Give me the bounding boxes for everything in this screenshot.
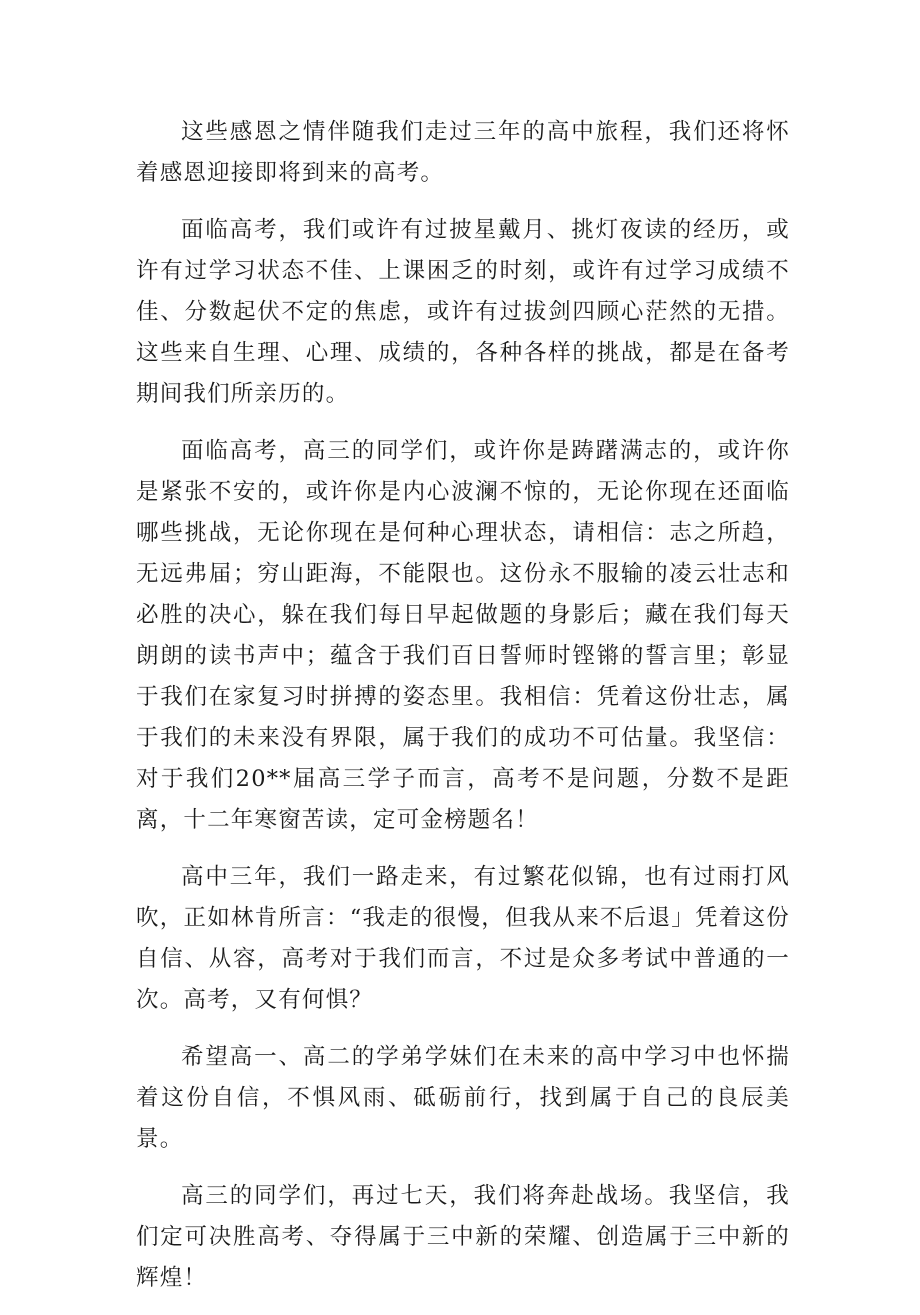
paragraph: 面临高考，我们或许有过披星戴月、挑灯夜读的经历，或许有过学习状态不佳、上课困乏的时刻，或许有过学习成绩不佳、分数起伏不定的焦虑，或许有过拔剑四顾心茫然的无措。这些来自生理、心理、成绩的，各种各样的挑战，都是在备考期间我们所亲历的。 [136, 217, 790, 407]
paragraph: 这些感恩之情伴随我们走过三年的高中旅程，我们还将怀着感恩迎接即将到来的高考。 [136, 119, 790, 186]
paragraph: 希望高一、高二的学弟学妹们在未来的高中学习中也怀揣着这份自信，不惧风雨、砥砺前行，找到属于自己的良辰美景。 [136, 1044, 790, 1152]
paragraph: 高中三年，我们一路走来，有过繁花似锦，也有过雨打风吹，正如林肯所言：“我走的很慢，但我从来不后退」凭着这份自信、从容，高考对于我们而言，不过是众多考试中普通的一次。高考，又有何惧？ [136, 864, 790, 1013]
paragraph: 面临高考，高三的同学们，或许你是踌躇满志的，或许你是紧张不安的，或许你是内心波澜不惊的，无论你现在还面临哪些挑战，无论你现在是何种心理状态，请相信：志之所趋，无远弗届；穷山距海，不能限也。这份永不服输的凌云壮志和必胜的决心，躲在我们每日早起做题的身影后；藏在我们每天朗朗的读书声中；蕴含于我们百日誓师时铿锵的誓言里；彰显于我们在家复习时拼搏的姿态里。我相信：凭着这份壮志，属于我们的未来没有界限，属于我们的成功不可估量。我坚信：对于我们20**届高三学子而言，高考不是问题，分数不是距离，十二年寒窗苦读，定可金榜题名！ [136, 438, 790, 833]
paragraph: 高三的同学们，再过七天，我们将奔赴战场。我坚信，我们定可决胜高考、夺得属于三中新的荣耀、创造属于三中新的辉煌！ [136, 1183, 790, 1291]
document-body [136, 112, 790, 1315]
